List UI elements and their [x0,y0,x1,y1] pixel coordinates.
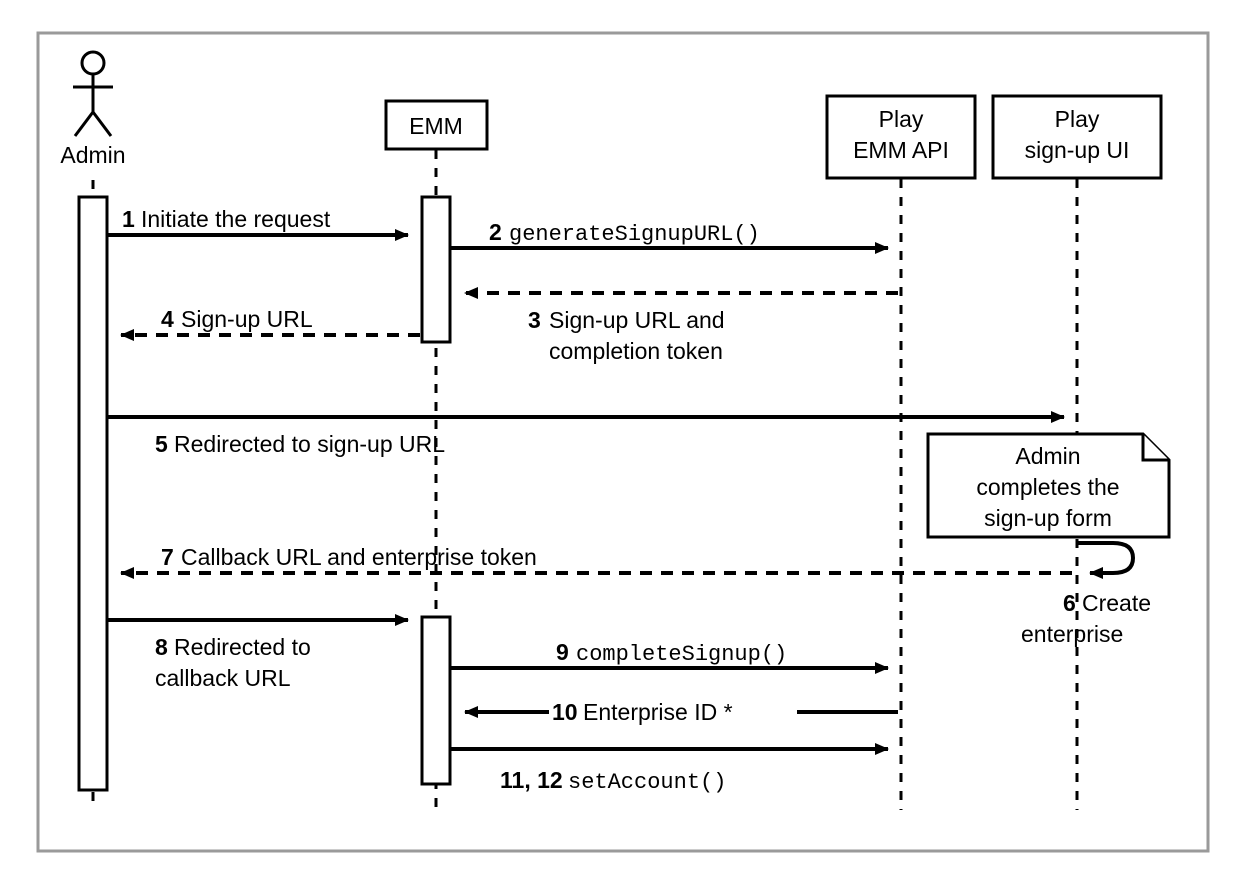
message-10-label: Enterprise ID * [583,699,733,725]
message-8-label-line2: callback URL [155,665,291,691]
message-2 [450,219,888,248]
message-5-label: Redirected to sign-up URL [174,431,446,457]
message-3-label-line2: completion token [549,338,723,364]
message-4-label: Sign-up URL [181,306,313,332]
activation-emm-2 [422,617,450,784]
message-7-label: Callback URL and enterprise token [181,544,537,570]
note-admin-completes-form [928,434,1169,537]
message-4 [121,306,420,335]
participant-label-play-signup-ui-line2: sign-up UI [1024,137,1130,163]
message-11-12 [450,749,888,795]
message-11-12-label: setAccount() [568,770,727,795]
participant-play-signup-ui [993,96,1161,178]
message-7 [121,544,1072,573]
message-8-label-line1: Redirected to [174,634,311,660]
message-10 [465,694,898,730]
message-9 [450,639,888,668]
participant-admin [60,52,125,168]
message-2-number: 2 [489,219,502,245]
message-6-number: 6 [1063,590,1076,616]
message-4-number: 4 [161,306,174,332]
participant-label-play-emm-api-line2: EMM API [853,137,949,163]
message-10-number: 10 [552,699,578,725]
message-6 [1021,543,1151,647]
note-line2: completes the [976,474,1120,500]
message-1 [107,206,408,235]
message-7-number: 7 [161,544,174,570]
message-2-label: generateSignupURL() [509,222,760,247]
participant-label-play-signup-ui-line1: Play [1054,106,1100,132]
note-line1: Admin [1015,443,1081,469]
participant-emm [386,101,487,149]
message-5-number: 5 [155,431,168,457]
message-1-number: 1 [122,206,135,232]
message-6-label-line2: enterprise [1021,621,1124,647]
message-8-number: 8 [155,634,168,660]
message-11-12-number: 11, 12 [500,767,563,793]
participant-play-emm-api [827,96,975,178]
message-6-label-line1: Create [1082,590,1152,616]
note-line3: sign-up form [984,505,1112,531]
message-9-number: 9 [556,639,569,665]
message-5 [107,417,1064,457]
activation-admin [79,197,107,790]
message-9-label: completeSignup() [576,642,788,667]
participant-label-play-emm-api-line1: Play [878,106,924,132]
message-8 [107,620,408,691]
activation-emm-1 [422,197,450,342]
participant-label-emm: EMM [409,113,463,139]
message-1-label: Initiate the request [141,206,331,232]
message-3-number: 3 [528,307,541,333]
message-3-label-line1: Sign-up URL and [549,307,725,333]
participant-label-admin: Admin [60,142,126,168]
message-3 [465,293,898,364]
